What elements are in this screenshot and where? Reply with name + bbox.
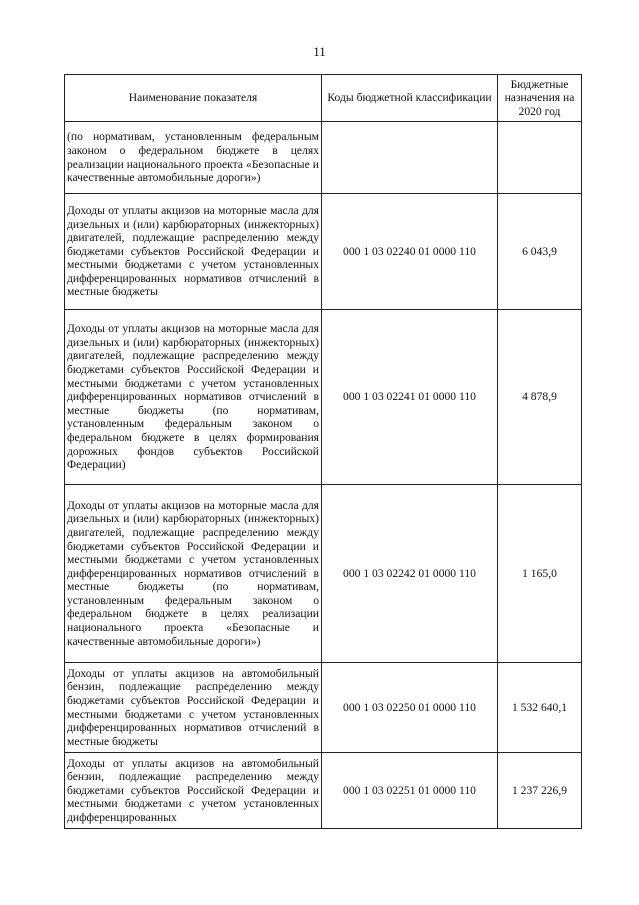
row-indicator-name: Доходы от уплаты акцизов на автомобильный бензин, подлежащие распределению между бюджетами субъектов Российской Федерации и местными бюджетами с учетом установленных дифференцированных нормативов отчислений в местные бюджеты	[65, 663, 322, 753]
row-indicator-name: Доходы от уплаты акцизов на моторные масла для дизельных и (или) карбюраторных (инжекторных) двигателей, подлежащие распределению между бюджетами субъектов Российской Федерации и местными бюджетами с учетом установленных дифференцированных нормативов отчислений в местные бюджеты	[65, 194, 322, 310]
row-budget-amount: 1 165,0	[498, 485, 582, 663]
row-budget-code	[322, 122, 498, 194]
row-indicator-name: Доходы от уплаты акцизов на моторные масла для дизельных и (или) карбюраторных (инжекторных) двигателей, подлежащие распределению между бюджетами субъектов Российской Федерации и местными бюджетами с учетом установленных дифференцированных нормативов отчислений в местные бюджеты (по нормативам, установленным федеральным законом о федеральном бюджете в целях реализации национального проекта «Безопасные и качественные автомобильные дороги»)	[65, 485, 322, 663]
table-row	[65, 310, 582, 485]
row-budget-amount: 4 878,9	[498, 310, 582, 485]
header-budget-amount: Бюджетные назначения на 2020 год	[498, 75, 582, 122]
budget-table	[64, 74, 582, 829]
table-row	[65, 194, 582, 310]
row-indicator-name: Доходы от уплаты акцизов на моторные масла для дизельных и (или) карбюраторных (инжекторных) двигателей, подлежащие распределению между бюджетами субъектов Российской Федерации и местными бюджетами с учетом установленных дифференцированных нормативов отчислений в местные бюджеты (по нормативам, установленным федеральным законом о федеральном бюджете в целях формирования дорожных фондов субъектов Российской Федерации)	[65, 310, 322, 485]
row-budget-amount: 1 237 226,9	[498, 753, 582, 829]
page-number: 11	[313, 44, 326, 59]
row-indicator-name: (по нормативам, установленным федеральным законом о федеральном бюджете в целях реализации национального проекта «Безопасные и качественные автомобильные дороги»)	[65, 122, 322, 194]
table-row	[65, 122, 582, 194]
header-indicator-name: Наименование показателя	[65, 75, 322, 122]
row-budget-code: 000 1 03 02251 01 0000 110	[322, 753, 498, 829]
row-budget-amount	[498, 122, 582, 194]
row-budget-code: 000 1 03 02250 01 0000 110	[322, 663, 498, 753]
table-header-row	[65, 75, 582, 122]
table-row	[65, 753, 582, 829]
row-budget-code: 000 1 03 02242 01 0000 110	[322, 485, 498, 663]
table-row	[65, 663, 582, 753]
row-budget-code: 000 1 03 02241 01 0000 110	[322, 310, 498, 485]
row-indicator-name: Доходы от уплаты акцизов на автомобильный бензин, подлежащие распределению между бюджетами субъектов Российской Федерации и местными бюджетами с учетом установленных дифференцированных	[65, 753, 322, 829]
header-budget-code: Коды бюджетной классификации	[322, 75, 498, 122]
row-budget-amount: 1 532 640,1	[498, 663, 582, 753]
table-row	[65, 485, 582, 663]
row-budget-amount: 6 043,9	[498, 194, 582, 310]
row-budget-code: 000 1 03 02240 01 0000 110	[322, 194, 498, 310]
